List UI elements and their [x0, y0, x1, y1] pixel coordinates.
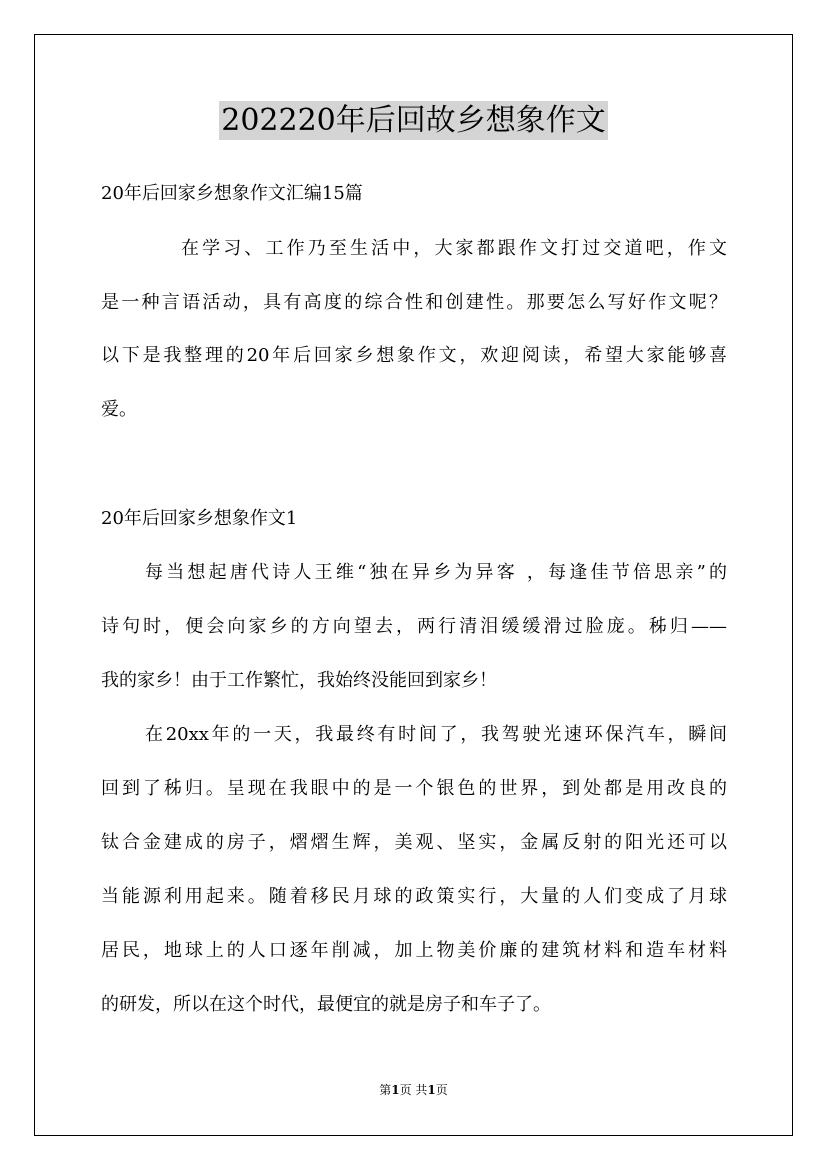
section-heading: 20年后回家乡想象作文1 — [101, 508, 298, 529]
paragraph-line: 的研发，所以在这个时代，最便宜的就是房子和车子了。 — [101, 994, 551, 1015]
paragraph-line: 我的家乡！由于工作繁忙，我始终没能回到家乡！ — [101, 670, 497, 691]
paragraph-line: 钛合金建成的房子，熠熠生辉，美观、坚实，金属反射的阳光还可以 — [101, 832, 727, 853]
paragraph-line: 诗句时，便会向家乡的方向望去，两行清泪缓缓滑过脸庞。秭归—— — [101, 616, 727, 637]
intro-line: 是一种言语活动，具有高度的综合性和创建性。那要怎么写好作文呢？ — [101, 292, 727, 313]
footer-mid: 页 共 — [399, 1083, 428, 1097]
footer-prefix: 第 — [379, 1083, 392, 1097]
footer-page-current: 1 — [391, 1083, 400, 1097]
footer-page-total: 1 — [427, 1083, 436, 1097]
document-subtitle: 20年后回家乡想象作文汇编15篇 — [101, 183, 363, 204]
footer-suffix: 页 — [435, 1083, 448, 1097]
paragraph-line: 当能源利用起来。随着移民月球的政策实行，大量的人们变成了月球 — [101, 886, 727, 907]
intro-line: 在学习、工作乃至生活中，大家都跟作文打过交道吧，作文 — [181, 238, 727, 259]
page-footer — [0, 1081, 827, 1098]
paragraph-line: 在20xx年的一天，我最终有时间了，我驾驶光速环保汽车，瞬间 — [145, 724, 727, 745]
title-text: 202220年后回故乡想象作文 — [221, 103, 606, 138]
paragraph-line: 居民，地球上的人口逐年削减，加上物美价廉的建筑材料和造车材料 — [101, 940, 727, 961]
paragraph-line: 每当想起唐代诗人王维“独在异乡为异客 ，每逢佳节倍思亲”的 — [145, 562, 727, 583]
intro-line: 以下是我整理的20年后回家乡想象作文，欢迎阅读，希望大家能够喜 — [101, 345, 727, 366]
document-title — [0, 98, 827, 144]
intro-line: 爱。 — [101, 399, 137, 420]
paragraph-line: 回到了秭归。呈现在我眼中的是一个银色的世界，到处都是用改良的 — [101, 778, 727, 799]
